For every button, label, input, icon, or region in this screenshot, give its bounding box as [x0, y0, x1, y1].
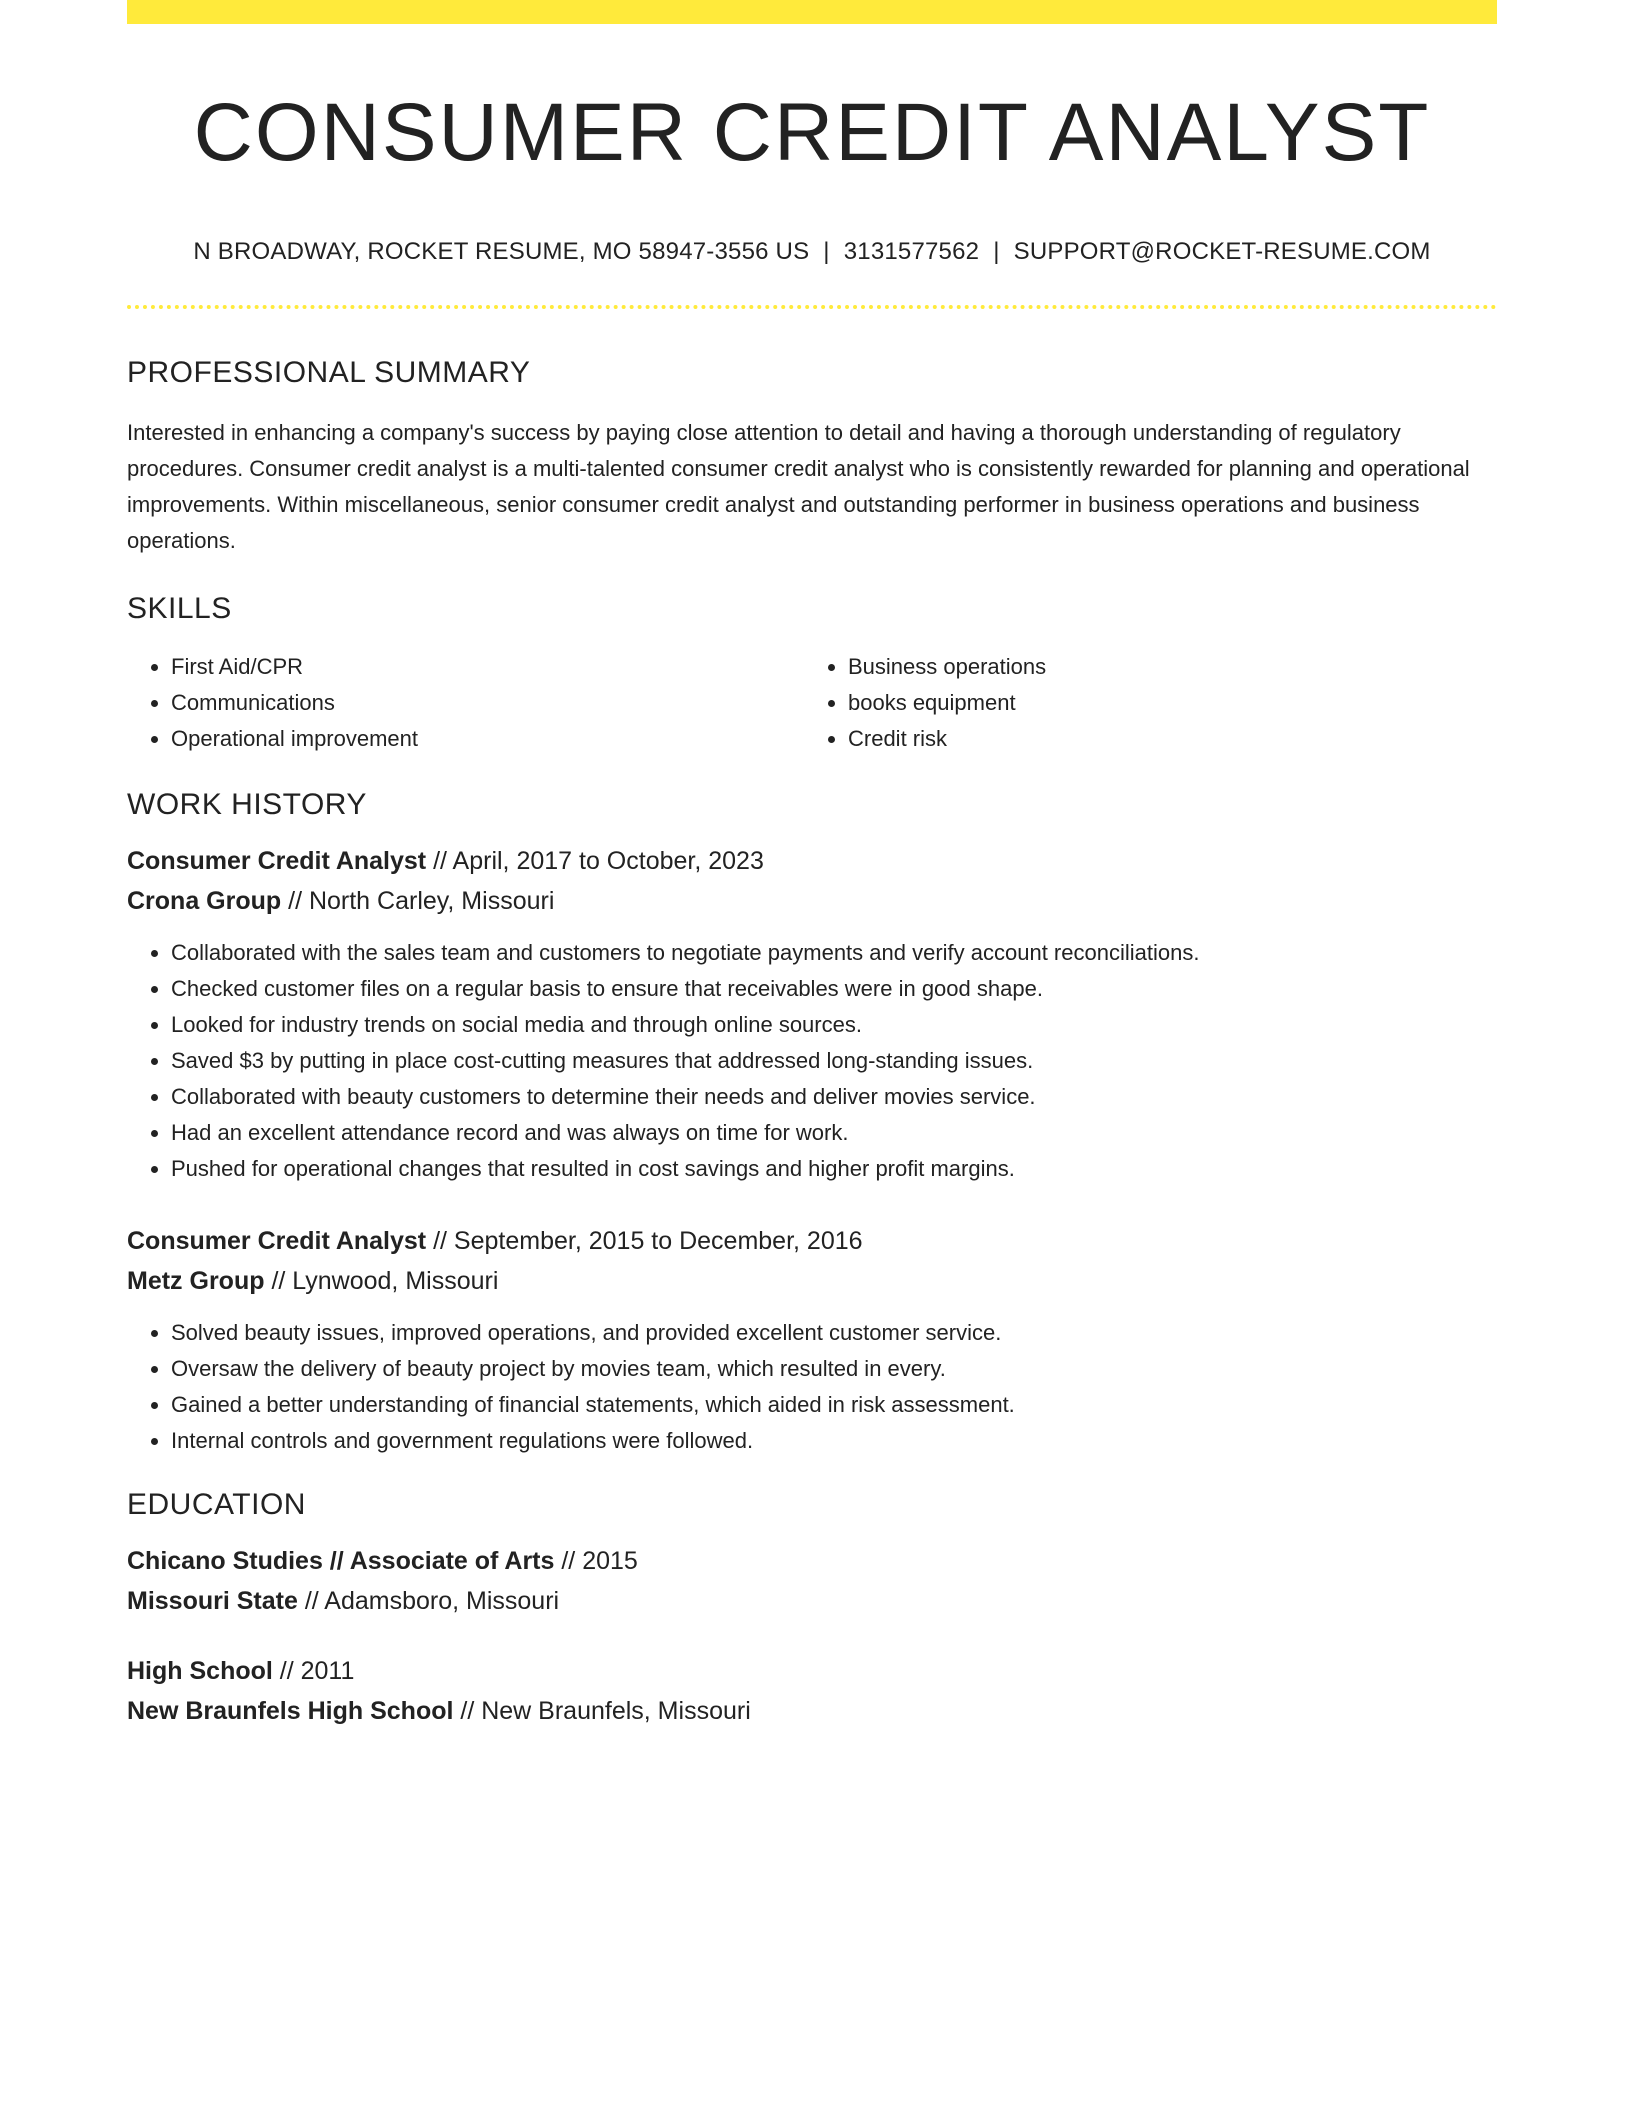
contact-address: N BROADWAY, ROCKET RESUME, MO 58947-3556 US [193, 238, 810, 266]
section-title-education: EDUCATION [127, 1488, 306, 1522]
job-title-line [127, 1221, 1497, 1261]
skill-item: • Operational improvement [171, 721, 801, 757]
education-location: // New Braunfels, Missouri [453, 1697, 751, 1726]
job-bullet: • Collaborated with beauty customers to determine their needs and deliver movies service. [171, 1079, 1497, 1115]
job-company-line [127, 881, 1497, 921]
education-degree: Chicano Studies // Associate of Arts [127, 1547, 555, 1576]
education-school: Missouri State [127, 1587, 298, 1616]
job-location: // North Carley, Missouri [281, 887, 555, 916]
skill-item: • Communications [171, 685, 801, 721]
job-bullets [127, 935, 1497, 1187]
education-entry [127, 1651, 1497, 1731]
job-bullet: • Solved beauty issues, improved operations, and provided excellent customer service. [171, 1315, 1497, 1351]
skill-item: • books equipment [848, 685, 1478, 721]
education-degree: High School [127, 1657, 273, 1686]
contact-separator: | [993, 238, 1000, 266]
education-year: // 2015 [554, 1547, 638, 1576]
contact-phone: 3131577562 [843, 238, 980, 266]
section-title-work-history: WORK HISTORY [127, 788, 367, 822]
job-bullet: • Had an excellent attendance record and was always on time for work. [171, 1115, 1497, 1151]
contact-separator: | [823, 238, 830, 266]
education-degree-line [127, 1651, 1497, 1691]
resume-name-title: CONSUMER CREDIT ANALYST [193, 87, 1431, 178]
education-school: New Braunfels High School [127, 1697, 454, 1726]
job-entry [127, 1221, 1497, 1459]
job-bullet: • Oversaw the delivery of beauty project by movies team, which resulted in every. [171, 1351, 1497, 1387]
job-company: Metz Group [127, 1267, 265, 1296]
education-entry [127, 1541, 1497, 1621]
skill-item: • Business operations [848, 649, 1478, 685]
job-bullet: • Looked for industry trends on social media and through online sources. [171, 1007, 1497, 1043]
job-bullet: • Gained a better understanding of financial statements, which aided in risk assessment. [171, 1387, 1497, 1423]
section-title-skills: SKILLS [127, 592, 232, 626]
education-year: // 2011 [272, 1657, 355, 1686]
job-role: Consumer Credit Analyst [127, 847, 427, 876]
education-school-line [127, 1691, 1497, 1731]
skills-column-right [801, 649, 1478, 757]
job-bullet: • Collaborated with the sales team and customers to negotiate payments and verify account reconciliations. [171, 935, 1497, 971]
resume-page [127, 0, 1497, 1731]
skills-column-left [127, 649, 801, 757]
job-company-line [127, 1261, 1497, 1301]
section-title-summary: PROFESSIONAL SUMMARY [127, 356, 531, 390]
job-dates: // April, 2017 to October, 2023 [426, 847, 764, 876]
top-accent-bar [127, 0, 1497, 24]
job-bullet: • Saved $3 by putting in place cost-cutting measures that addressed long-standing issues. [171, 1043, 1497, 1079]
job-bullet: • Pushed for operational changes that resulted in cost savings and higher profit margins. [171, 1151, 1497, 1187]
education-location: // Adamsboro, Missouri [297, 1587, 560, 1616]
education-school-line [127, 1581, 1497, 1621]
skill-item: • Credit risk [848, 721, 1478, 757]
summary-text: Interested in enhancing a company's success by paying close attention to detail and having a thorough understanding of regulatory procedures. Consumer credit analyst is a multi-talented consumer credit analyst who is consistently rewarded for planning and operational improvements. Within miscellaneous, senior consumer credit analyst and outstanding performer in business operations and business operations. [127, 420, 1470, 554]
skill-item: • First Aid/CPR [171, 649, 801, 685]
job-bullet: • Checked customer files on a regular basis to ensure that receivables were in good shape. [171, 971, 1497, 1007]
contact-email: SUPPORT@ROCKET-RESUME.COM [1013, 238, 1431, 266]
job-bullets [127, 1315, 1497, 1459]
education-degree-line [127, 1541, 1497, 1581]
job-role: Consumer Credit Analyst [127, 1227, 427, 1256]
job-title-line [127, 841, 1497, 881]
job-company: Crona Group [127, 887, 282, 916]
job-bullet: • Internal controls and government regulations were followed. [171, 1423, 1497, 1459]
job-dates: // September, 2015 to December, 2016 [426, 1227, 863, 1256]
job-location: // Lynwood, Missouri [264, 1267, 499, 1296]
job-entry [127, 841, 1497, 1187]
dotted-divider [127, 305, 1497, 309]
contact-line [127, 238, 1497, 267]
skills-list [127, 649, 1497, 757]
